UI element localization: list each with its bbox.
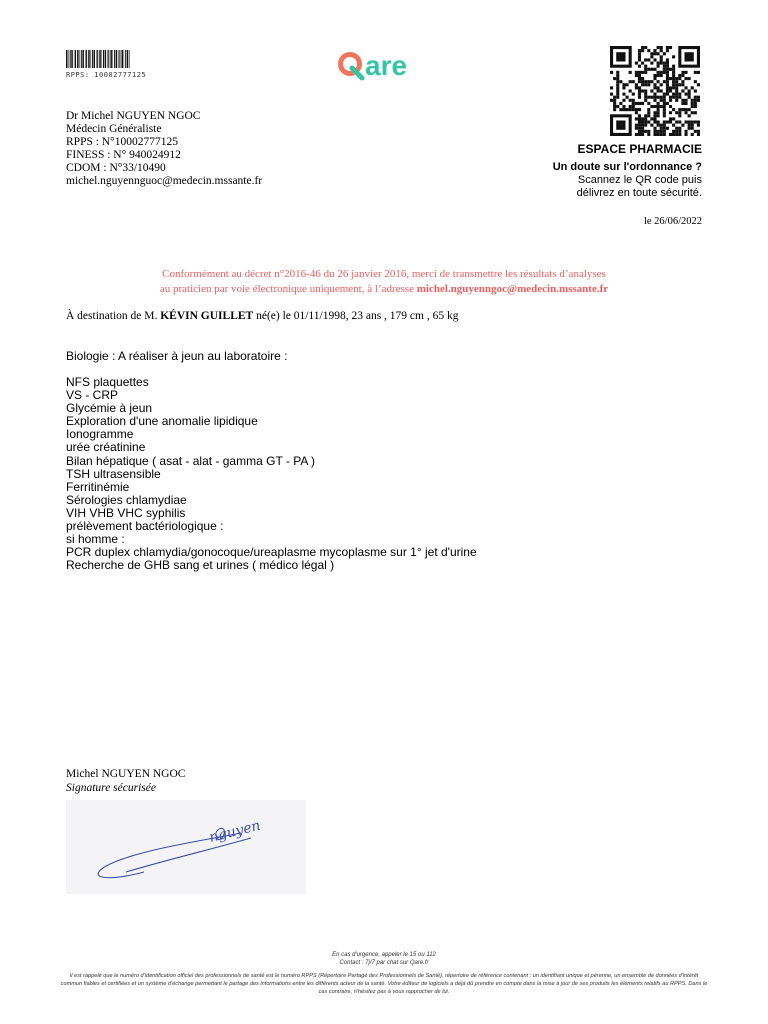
qare-logo: [335, 48, 435, 84]
prescription-item: si homme :: [66, 532, 125, 547]
signature-handwriting: nguyen: [207, 817, 263, 846]
patient-name: KÉVIN GUILLET: [160, 310, 254, 322]
notice-line-2: [0, 282, 768, 297]
prescription-item: urée créatinine: [66, 440, 146, 455]
footer-contact: [0, 951, 768, 967]
prescription-item: Ionogramme: [66, 427, 134, 442]
doctor-cdom: CDOM : N°33/10490: [66, 162, 166, 174]
prescription-item: VIH VHB VHC syphilis: [66, 505, 186, 520]
notice-line-1: Conformément au décret n°2016-46 du 26 janvier 2016, merci de transmettre les résultats d’analyses: [162, 268, 606, 280]
prescription-item: Glycémie à jeun: [66, 401, 153, 416]
prescription-item: Sérologies chlamydiae: [66, 492, 187, 507]
footer-legal: Il est rappelé que le numéro d'identification officiel des professionnels de santé est le numéro RPPS (Répertoire Partagé des Professionnels de Santé), répertoire de référence contenant : un identifiant unique et pérenne, un ensemble de données d'intérêt commun fiables et certifiées et un système d'échange permettant le partage des informations entre les différents acteur de la santé. Votre éditeur de logiciels a déjà dû prendre en compte dans la mise à jour de ses produits les éléments relatifs au RPPS. Dans le cas contraire, n'hésitez pas à vous rapprocher de lui.: [60, 973, 708, 995]
barcode-caption: RPPS: 10002777125: [66, 71, 147, 79]
pharmacy-line-1: Scannez le QR code puis: [577, 174, 702, 186]
svg-text:are: are: [365, 50, 408, 81]
prescription-list: [66, 376, 477, 572]
doctor-finess: FINESS : N° 940024912: [66, 149, 181, 161]
legal-notice: [0, 267, 768, 297]
prescription-item: VS - CRP: [66, 388, 119, 403]
prescription-item: Ferritinémie: [66, 479, 130, 494]
footer-urgent: En cas d'urgence, appeler le 15 ou 112: [332, 952, 436, 958]
doctor-info-block: [66, 110, 262, 188]
pharmacy-line-2: délivrez en toute sécurité.: [576, 187, 702, 199]
prescription-item: prélèvement bactériologique :: [66, 519, 224, 534]
doctor-specialty: Médecin Généraliste: [66, 123, 162, 135]
prescription-item: Exploration d'une anomalie lipidique: [66, 414, 258, 429]
pharmacy-title: ESPACE PHARMACIE: [577, 142, 702, 156]
pharmacy-question: Un doute sur l'ordonnance ?: [552, 161, 702, 173]
signature-label: Signature sécurisée: [66, 782, 156, 794]
doctor-rpps: RPPS : N°10002777125: [66, 136, 178, 148]
doctor-email: michel.nguyennguoc@medecin.mssante.fr: [66, 175, 263, 187]
prescription-item: Bilan hépatique ( asat - alat - gamma GT - PA ): [66, 453, 315, 468]
signature-name: Michel NGUYEN NGOC: [66, 768, 186, 780]
doctor-name: Dr Michel NGUYEN NGOC: [66, 110, 201, 122]
patient-prefix: À destination de M.: [66, 310, 161, 322]
prescription-item: Recherche de GHB sang et urines ( médico légal ): [66, 558, 335, 573]
prescription-item: NFS plaquettes: [66, 375, 149, 389]
patient-details: né(e) le 01/11/1998, 23 ans , 179 cm , 65 kg: [253, 310, 459, 322]
prescription-title: Biologie : A réaliser à jeun au laboratoire :: [66, 349, 288, 363]
signature-image: [66, 800, 306, 894]
qr-code-image[interactable]: [610, 46, 700, 136]
notice-email-link[interactable]: michel.nguyenngoc@medecin.mssante.fr: [416, 283, 609, 295]
prescription-item: TSH ultrasensible: [66, 466, 161, 481]
footer-contact-line: Contact : 7j/7 par chat sur Qare.fr: [339, 960, 429, 966]
prescription-item: PCR duplex chlamydia/gonocoque/ureaplasme mycoplasme sur 1° jet d'urine: [66, 545, 477, 560]
pharmacy-instructions: [553, 161, 702, 200]
barcode-image: [66, 50, 130, 68]
patient-line: [66, 310, 458, 322]
notice-line-2-text: au praticien par voie électronique uniquement, à l’adresse: [159, 283, 417, 295]
prescription-date: le 26/06/2022: [643, 216, 702, 227]
